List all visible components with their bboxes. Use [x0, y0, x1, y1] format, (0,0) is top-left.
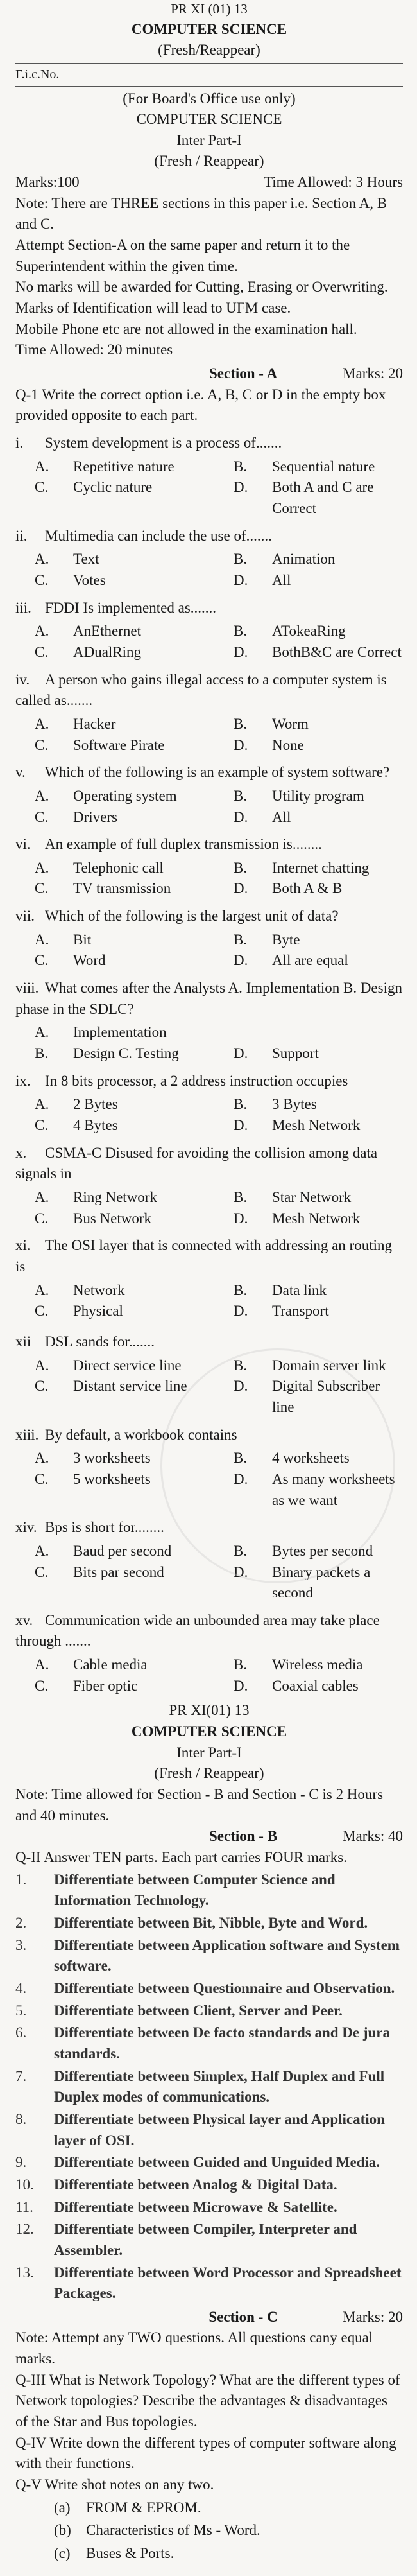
q5-item	[15, 2498, 403, 2519]
option-letter: C.	[35, 808, 49, 825]
session-label: (Fresh/Reappear)	[158, 42, 260, 58]
option-text: Ring Network	[73, 1189, 157, 1206]
note-1: Note: There are THREE sections in this paper i.e. Section A, B and C.	[15, 195, 387, 232]
option-letter: D.	[234, 643, 248, 660]
item-text: Differentiate between Bit, Nibble, Byte and Word.	[54, 1915, 368, 1931]
file-number: F.i.c.No.	[15, 65, 403, 83]
section-b-title: Section - B	[209, 1828, 278, 1845]
mcq-options	[15, 1187, 403, 1229]
option-letter: B.	[234, 1096, 248, 1113]
mcq-list	[15, 433, 403, 1322]
option-text: Drivers	[73, 808, 117, 825]
option-text: Bus Network	[73, 1210, 152, 1226]
option-text: ATokeaRing	[272, 623, 346, 640]
section-b-list	[15, 1870, 403, 2304]
marks-time-row	[15, 172, 403, 193]
mcq-number: xv.	[15, 1612, 33, 1628]
mcq-options	[15, 621, 403, 663]
option-letter: B.	[234, 931, 248, 948]
option-text: Transport	[272, 1303, 329, 1319]
option-text: Mesh Network	[272, 1117, 361, 1134]
note-2: Attempt Section-A on the same paper and return it to the Superintendent within the given time.	[15, 237, 350, 274]
mcq-item	[15, 598, 403, 663]
option-text: TV transmission	[73, 880, 171, 897]
option-letter: C.	[35, 571, 49, 588]
mcq-question	[15, 433, 403, 454]
mcq-options	[15, 549, 403, 591]
section-b-item	[15, 2152, 403, 2173]
mcq-number: vii.	[15, 908, 35, 925]
mcq-question	[15, 1143, 403, 1185]
option-text: Word	[73, 952, 106, 969]
option-text: None	[272, 736, 304, 753]
instructions	[15, 193, 403, 340]
mcq-item	[15, 433, 403, 519]
mcq-question	[15, 1332, 403, 1353]
section-a-marks: Marks: 20	[343, 365, 403, 382]
mcq-question	[15, 1610, 403, 1652]
option-text: Network	[73, 1282, 125, 1298]
option-text: Both A & B	[272, 880, 343, 897]
subject-title-2: COMPUTER SCIENCE	[136, 111, 282, 128]
option-letter: B.	[234, 859, 248, 876]
item-number: 11.	[15, 2198, 33, 2215]
option-text: 3 worksheets	[73, 1450, 151, 1466]
option-letter	[234, 1022, 272, 1043]
option-letter: D.	[234, 880, 248, 897]
option-text: 4 worksheets	[272, 1450, 350, 1466]
item-number: 8.	[15, 2110, 27, 2127]
option-text: Worm	[272, 715, 309, 732]
option-letter: D.	[234, 736, 248, 753]
item-text: Differentiate between Questionnaire and Observation.	[54, 1980, 395, 1996]
mcq-options	[15, 858, 403, 900]
question-5: Q-V Write shot notes on any two.	[15, 2476, 214, 2493]
option-letter: C.	[35, 1210, 49, 1226]
mcq-item	[15, 1235, 403, 1322]
option-text: Distant service line	[73, 1378, 187, 1395]
option-letter: D.	[234, 1378, 248, 1395]
option-text: Hacker	[73, 715, 116, 732]
time-allowed: Time Allowed: 3 Hours	[263, 174, 403, 191]
q5-item	[15, 2520, 403, 2541]
mcq-text: Which of the following is an example of system software?	[45, 764, 390, 781]
part-label: Inter Part-I	[176, 132, 242, 148]
section-c-title: Section - C	[208, 2308, 278, 2325]
item-text: Characteristics of Ms - Word.	[86, 2522, 260, 2539]
q5-list	[15, 2498, 403, 2564]
item-text: Differentiate between Guided and Unguided Media.	[54, 2154, 380, 2171]
option-text: Operating system	[73, 787, 177, 804]
item-text: Differentiate between Physical layer and Application layer of OSI.	[54, 2110, 385, 2148]
option-letter: A.	[35, 623, 49, 640]
q5-item	[15, 2543, 403, 2564]
mcq-question	[15, 670, 403, 711]
mcq-options	[15, 1022, 403, 1064]
option-letter: D.	[234, 808, 248, 825]
option-text: Utility program	[272, 787, 364, 804]
mcq-options	[15, 457, 403, 519]
option-text: Support	[272, 1045, 319, 1062]
item-letter: (b)	[54, 2522, 71, 2539]
item-text: Differentiate between De facto standards and De jura standards.	[54, 2024, 391, 2062]
option-text	[272, 1022, 403, 1043]
option-text: Physical	[73, 1303, 123, 1319]
section-a-header	[15, 363, 403, 385]
item-text: Differentiate between Client, Server and Peer.	[54, 2002, 343, 2019]
option-text: All are equal	[272, 952, 348, 969]
mcq-question	[15, 526, 403, 547]
mcq-number: v.	[15, 764, 26, 781]
mcq-text: An example of full duplex transmission is........	[45, 836, 322, 853]
option-letter: B.	[234, 1657, 248, 1673]
subject-title: COMPUTER SCIENCE	[131, 21, 287, 37]
option-letter: C.	[35, 1378, 49, 1395]
option-text: Both A and C are Correct	[272, 479, 374, 516]
option-text: Sequential nature	[272, 458, 375, 474]
section-c-header	[15, 2307, 403, 2328]
item-number: 9.	[15, 2154, 27, 2171]
mcq-text: System development is a process of.......	[45, 435, 282, 451]
mcq-text: Bps is short for........	[45, 1519, 164, 1536]
option-letter: D.	[234, 1045, 248, 1062]
mcq-text: Communication wide an unbounded area may take place through .......	[15, 1612, 380, 1649]
office-use-label: (For Board's Office use only)	[123, 90, 296, 107]
option-letter: D.	[234, 1563, 248, 1580]
mcq-item	[15, 1143, 403, 1230]
option-text: Mesh Network	[272, 1210, 361, 1226]
option-letter: A.	[35, 787, 49, 804]
option-letter: D.	[234, 479, 248, 496]
item-text: Buses & Ports.	[86, 2545, 174, 2562]
option-letter: B.	[234, 551, 248, 568]
session-label-3: (Fresh / Reappear)	[154, 1765, 264, 1782]
option-letter: D.	[234, 1117, 248, 1134]
option-text: Bytes per second	[272, 1542, 373, 1559]
section-b-item	[15, 2023, 403, 2064]
option-letter: A.	[35, 551, 49, 568]
mcq-options	[15, 930, 403, 971]
option-letter: B.	[234, 787, 248, 804]
option-letter: A.	[35, 1189, 49, 1206]
option-text: Domain server link	[272, 1357, 386, 1373]
option-text: As many worksheets as we want	[272, 1470, 395, 1508]
item-number: 4.	[15, 1980, 27, 1996]
mcq-options	[15, 1655, 403, 1696]
mcq-text: In 8 bits processor, a 2 address instruction occupies	[45, 1072, 348, 1089]
section-b-item	[15, 1935, 403, 1977]
option-letter: A.	[35, 1282, 49, 1298]
section-b-item	[15, 1978, 403, 1999]
mcq-text: FDDI Is implemented as.......	[45, 599, 217, 616]
section-b-item	[15, 1870, 403, 1911]
option-text: Baud per second	[73, 1542, 172, 1559]
mcq-question	[15, 978, 403, 1020]
option-text: Wireless media	[272, 1657, 363, 1673]
section-c-marks: Marks: 20	[343, 2308, 403, 2325]
item-text: Differentiate between Simplex, Half Duplex and Full Duplex modes of communications.	[54, 2067, 385, 2105]
option-text: Repetitive nature	[73, 458, 174, 474]
option-letter: A.	[35, 1096, 49, 1113]
option-text: Design C. Testing	[73, 1045, 179, 1062]
item-number: 13.	[15, 2264, 34, 2281]
mcq-question	[15, 1071, 403, 1092]
time-note-b: Note: Time allowed for Section - B and Section - C is 2 Hours and 40 minutes.	[15, 1786, 384, 1823]
item-text: Differentiate between Word Processor and Spreadsheet Packages.	[54, 2264, 402, 2302]
option-text: Digital Subscriber line	[272, 1378, 380, 1415]
mcq-text: The OSI layer that is connected with addressing an routing is	[15, 1237, 392, 1275]
mcq-text: Which of the following is the largest unit of data?	[45, 908, 339, 925]
item-text: Differentiate between Analog & Digital Data.	[54, 2176, 337, 2193]
mcq-item	[15, 670, 403, 756]
divider	[15, 63, 403, 64]
item-text: Differentiate between Computer Science and Information Technology.	[54, 1871, 336, 1909]
divider	[15, 86, 403, 87]
option-text: Byte	[272, 931, 300, 948]
mcq-question	[15, 598, 403, 619]
option-letter: C.	[35, 1470, 49, 1487]
section-b-header	[15, 1826, 403, 1847]
mcq-options	[15, 1094, 403, 1136]
option-letter: A.	[35, 859, 49, 876]
option-text: Implementation	[73, 1024, 167, 1041]
option-letter: C.	[35, 643, 49, 660]
option-letter: A.	[35, 1542, 49, 1559]
mcq-text: A person who gains illegal access to a computer system is called as.......	[15, 671, 387, 709]
mcq-question	[15, 762, 403, 783]
option-text: ADualRing	[73, 643, 142, 660]
option-letter: D.	[234, 1210, 248, 1226]
option-text: Votes	[73, 571, 106, 588]
mcq-options	[15, 786, 403, 828]
option-letter: A.	[35, 1357, 49, 1373]
watermark-circle	[160, 1348, 395, 1583]
mcq-number: x.	[15, 1144, 27, 1161]
option-letter: D.	[234, 1677, 248, 1694]
option-letter: B.	[234, 1357, 248, 1373]
section-b-item	[15, 2066, 403, 2108]
mcq-number: xi.	[15, 1237, 31, 1254]
section-b-item	[15, 2175, 403, 2196]
option-letter: C.	[35, 1677, 49, 1694]
mcq-item	[15, 526, 403, 591]
mcq-text: DSL sands for.......	[45, 1333, 155, 1350]
note-3: No marks will be awarded for Cutting, Erasing or Overwriting. Marks of Identification will lead to UFM case.	[15, 279, 388, 317]
q1-instruction: Q-1 Write the correct option i.e. A, B, C or D in the empty box provided opposite to each part.	[15, 386, 386, 424]
option-letter: C.	[35, 952, 49, 969]
mcq-options	[15, 1280, 403, 1322]
paper-code: PR XI (01) 13	[171, 1, 248, 17]
item-text: FROM & EPROM.	[86, 2499, 201, 2516]
option-letter: B.	[35, 1045, 49, 1062]
option-letter: D.	[234, 1470, 248, 1487]
option-text: 4 Bytes	[73, 1117, 118, 1134]
option-letter: C.	[35, 1117, 49, 1134]
option-letter: C.	[35, 1563, 49, 1580]
item-number: 12.	[15, 2221, 34, 2238]
option-text: Star Network	[272, 1189, 352, 1206]
item-number: 2.	[15, 1915, 27, 1931]
option-letter: D.	[234, 1303, 248, 1319]
mcq-item	[15, 906, 403, 971]
option-text: Telephonic call	[73, 859, 164, 876]
item-number: 10.	[15, 2176, 34, 2193]
mcq-question	[15, 834, 403, 855]
item-number: 1.	[15, 1871, 27, 1888]
mcq-question	[15, 1235, 403, 1277]
option-text: All	[272, 571, 291, 588]
section-b-marks: Marks: 40	[343, 1828, 403, 1845]
part-label-2: Inter Part-I	[176, 1744, 242, 1761]
mcq-text: Multimedia can include the use of.......	[45, 527, 272, 544]
option-text: Animation	[272, 551, 336, 568]
option-text: 5 worksheets	[73, 1470, 151, 1487]
mcq-number: xii	[15, 1333, 31, 1350]
item-letter: (a)	[54, 2499, 71, 2516]
time-allowed-a: Time Allowed: 20 minutes	[15, 342, 173, 358]
mcq-text: CSMA-C Disused for avoiding the collision among data signals in	[15, 1144, 378, 1182]
option-letter: B.	[234, 1189, 248, 1206]
option-letter: B.	[234, 1450, 248, 1466]
question-3: Q-III What is Network Topology? What are the different types of Network topologies? Describe the advantages & disadvantages of the Star and Bus topologies.	[15, 2371, 400, 2430]
option-text: Direct service line	[73, 1357, 182, 1373]
option-letter: B.	[234, 1282, 248, 1298]
mcq-item	[15, 978, 403, 1065]
item-text: Differentiate between Compiler, Interpreter and Assembler.	[54, 2221, 357, 2258]
item-number: 6.	[15, 2024, 27, 2041]
mcq-number: iv.	[15, 671, 30, 688]
option-letter: A.	[35, 1024, 49, 1041]
mcq-number: vi.	[15, 836, 31, 853]
option-text: AnEthernet	[73, 623, 142, 640]
section-b-item	[15, 2109, 403, 2151]
option-letter: D.	[234, 571, 248, 588]
mcq-number: ix.	[15, 1072, 31, 1089]
section-b-item	[15, 2263, 403, 2304]
option-letter: B.	[234, 458, 248, 474]
option-letter: A.	[35, 715, 49, 732]
section-b-item	[15, 2219, 403, 2261]
mcq-number: ii.	[15, 527, 28, 544]
option-letter: C.	[35, 736, 49, 753]
section-b-item	[15, 2197, 403, 2218]
mcq-number: xiv.	[15, 1519, 37, 1536]
option-letter: A.	[35, 1450, 49, 1466]
option-text: 2 Bytes	[73, 1096, 118, 1113]
option-text: Bits par second	[73, 1563, 164, 1580]
option-text: All	[272, 808, 291, 825]
q2-instruction: Q-II Answer TEN parts. Each part carries FOUR marks.	[15, 1849, 347, 1866]
option-text: Cable media	[73, 1657, 148, 1673]
mcq-question	[15, 906, 403, 927]
mcq-item	[15, 1071, 403, 1136]
item-number: 7.	[15, 2067, 27, 2084]
option-letter: B.	[234, 715, 248, 732]
mcq-options	[15, 714, 403, 756]
option-text: Cyclic nature	[73, 479, 153, 496]
section-c-note: Note: Attempt any TWO questions. All questions cany equal marks.	[15, 2329, 373, 2367]
note-4: Mobile Phone etc are not allowed in the examination hall.	[15, 320, 357, 337]
option-text: Coaxial cables	[272, 1677, 359, 1694]
mcq-item	[15, 762, 403, 828]
mcq-number: i.	[15, 435, 24, 451]
question-4: Q-IV Write down the different types of computer software along with their functions.	[15, 2434, 396, 2472]
mcq-text: By default, a workbook contains	[45, 1426, 237, 1443]
mcq-item	[15, 1610, 403, 1697]
option-text: 3 Bytes	[272, 1096, 317, 1113]
option-text: Data link	[272, 1282, 327, 1298]
option-letter: A.	[35, 931, 49, 948]
mcq-text: What comes after the Analysts A. Implementation B. Design phase in the SDLC?	[15, 980, 402, 1017]
session-label-2: (Fresh / Reappear)	[154, 153, 264, 170]
paper-code-2: PR XI(01) 13	[169, 1702, 250, 1719]
option-text: Text	[73, 551, 99, 568]
option-letter: B.	[234, 623, 248, 640]
mcq-item	[15, 834, 403, 900]
option-letter: C.	[35, 1303, 49, 1319]
item-number: 5.	[15, 2002, 27, 2019]
mcq-number: xiii.	[15, 1426, 39, 1443]
item-text: Differentiate between Microwave & Satellite.	[54, 2198, 337, 2215]
section-b-item	[15, 2001, 403, 2022]
option-letter: D.	[234, 952, 248, 969]
section-b-item	[15, 1913, 403, 1934]
option-letter: A.	[35, 458, 49, 474]
mcq-number: viii.	[15, 980, 39, 996]
total-marks: Marks:100	[15, 174, 80, 191]
option-text: Internet chatting	[272, 859, 370, 876]
subject-title-3: COMPUTER SCIENCE	[131, 1723, 287, 1740]
option-letter: C.	[35, 479, 49, 496]
item-text: Differentiate between Application software and System software.	[54, 1936, 400, 1974]
section-a-title: Section - A	[209, 365, 278, 382]
option-text: BothB&C are Correct	[272, 643, 402, 660]
mcq-number: iii.	[15, 599, 31, 616]
option-text: Software Pirate	[73, 736, 165, 753]
option-letter: C.	[35, 880, 49, 897]
option-text: Fiber optic	[73, 1677, 138, 1694]
item-letter: (c)	[54, 2545, 71, 2562]
option-text: Binary packets a second	[272, 1563, 371, 1601]
option-letter: A.	[35, 1657, 49, 1673]
item-number: 3.	[15, 1936, 27, 1953]
option-letter: B.	[234, 1542, 248, 1559]
option-text: Bit	[73, 931, 92, 948]
